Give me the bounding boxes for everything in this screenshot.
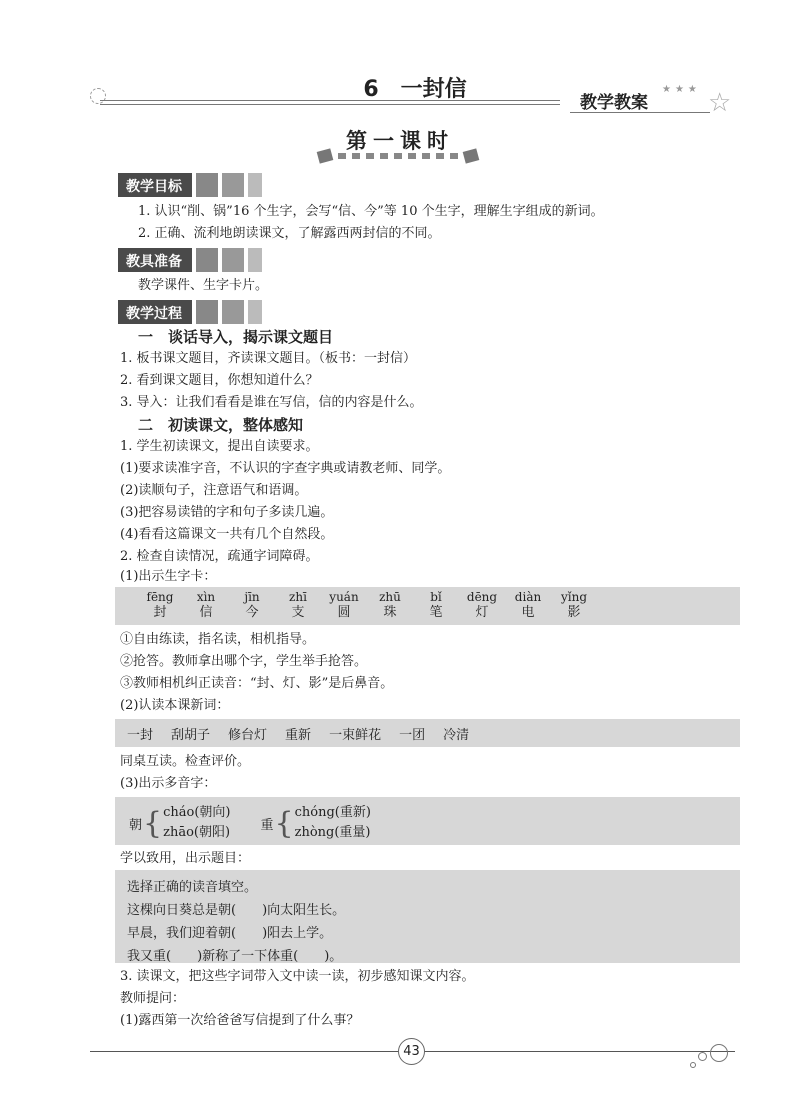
header-rule [100, 104, 560, 105]
new-word: 冷清 [443, 728, 470, 743]
char-card: dēng 灯 [466, 590, 498, 620]
practice-box [115, 870, 740, 963]
practice-line: 早晨，我们迎着朝( )阳去上学。 [127, 926, 333, 941]
char-card: jīn 今 [244, 590, 260, 620]
apply-text: 学以致用，出示题目： [120, 851, 251, 866]
char-card-box [115, 587, 740, 625]
char-card: xìn 信 [196, 590, 216, 620]
section-label: 教学过程 [118, 300, 192, 324]
polyphone-entry: 朝 { cháo(朝向) zhāo(朝阳) [129, 805, 231, 841]
char-card: fēng 封 [146, 590, 174, 620]
tools-text: 教学课件、生字卡片。 [138, 278, 269, 293]
section-goals [118, 173, 262, 197]
bubble-icon [710, 1044, 728, 1062]
polyphone-entry: 重 { chóng(重新) zhòng(重量) [260, 805, 371, 841]
section-process [118, 300, 262, 324]
char-card: bǐ 笔 [429, 590, 443, 620]
char-card: diàn 电 [514, 590, 542, 620]
part2-item: (3)把容易读错的字和句子多读几遍。 [120, 505, 334, 520]
instruction: (3)出示多音字： [120, 776, 217, 791]
char-card: zhū 珠 [379, 590, 401, 620]
instruction: 同桌互读。检查评价。 [120, 754, 251, 769]
part1-item: 1. 板书课文题目，齐读课文题目。（板书：一封信） [120, 351, 417, 366]
instruction: ③教师相机纠正读音：“封、灯、影”是后鼻音。 [120, 676, 394, 691]
page-number: 43 [398, 1038, 425, 1065]
section-label: 教学目标 [118, 173, 192, 197]
part2-item: (2)读顺句子，注意语气和语调。 [120, 483, 308, 498]
new-word: 一束鲜花 [329, 728, 382, 743]
part1-heading: 一 谈话导入，揭示课文题目 [138, 328, 334, 346]
part2-item: (1)要求读准字音，不认识的字查字典或请教老师、同学。 [120, 461, 451, 476]
tail-line: 3. 读课文，把这些字词带入文中读一读，初步感知课文内容。 [120, 969, 475, 984]
practice-line: 我又重( )新称了一下体重( )。 [127, 949, 343, 964]
star-dots-icon: ★★★ [662, 84, 701, 95]
new-words-box [115, 719, 740, 747]
instruction: (2)认读本课新词： [120, 698, 230, 713]
brand-label: 教学教案 [580, 93, 648, 113]
instruction: ①自由练读，指名读，相机指导。 [120, 632, 316, 647]
part2-item: (4)看看这篇课文一共有几个自然段。 [120, 527, 334, 542]
part2-item: 1. 学生初读课文，提出自读要求。 [120, 439, 319, 454]
chapter-title: 6 一封信 [363, 77, 467, 102]
new-word: 一封 [127, 728, 154, 743]
practice-line: 这棵向日葵总是朝( )向太阳生长。 [127, 903, 346, 918]
part2-heading: 二 初读课文，整体感知 [138, 416, 304, 434]
decor-dashes [318, 150, 478, 162]
char-card: yuán 圆 [329, 590, 359, 620]
instruction: ②抢答。教师拿出哪个字，学生举手抢答。 [120, 654, 368, 669]
bubble-icon [698, 1052, 707, 1061]
tail-line: 教师提问： [120, 991, 186, 1006]
header-rule [100, 100, 560, 101]
section-label: 教具准备 [118, 248, 192, 272]
bubble-icon [690, 1062, 696, 1068]
new-word: 重新 [285, 728, 312, 743]
new-word: 修台灯 [228, 728, 268, 743]
lesson-title: 第一课时 [346, 129, 454, 153]
star-icon: ☆ [708, 88, 732, 118]
practice-line: 选择正确的读音填空。 [127, 880, 258, 895]
part2-item: (1)出示生字卡： [120, 569, 217, 584]
tail-line: (1)露西第一次给爸爸写信提到了什么事？ [120, 1013, 360, 1028]
goal-1: 1. 认识“削、锅”16 个生字，会写“信、今”等 10 个生字，理解生字组成的新词。 [138, 204, 604, 219]
new-word: 一团 [399, 728, 426, 743]
goal-2: 2. 正确、流利地朗读课文，了解露西两封信的不同。 [138, 226, 441, 241]
part1-item: 3. 导入：让我们看看是谁在写信，信的内容是什么。 [120, 395, 423, 410]
part1-item: 2. 看到课文题目，你想知道什么？ [120, 373, 319, 388]
char-card: zhī 支 [289, 590, 307, 620]
new-word: 刮胡子 [171, 728, 211, 743]
section-tools [118, 248, 262, 272]
polyphone-box [115, 797, 740, 845]
part2-item: 2. 检查自读情况，疏通字词障碍。 [120, 549, 319, 564]
char-card: yǐng 影 [560, 590, 588, 620]
